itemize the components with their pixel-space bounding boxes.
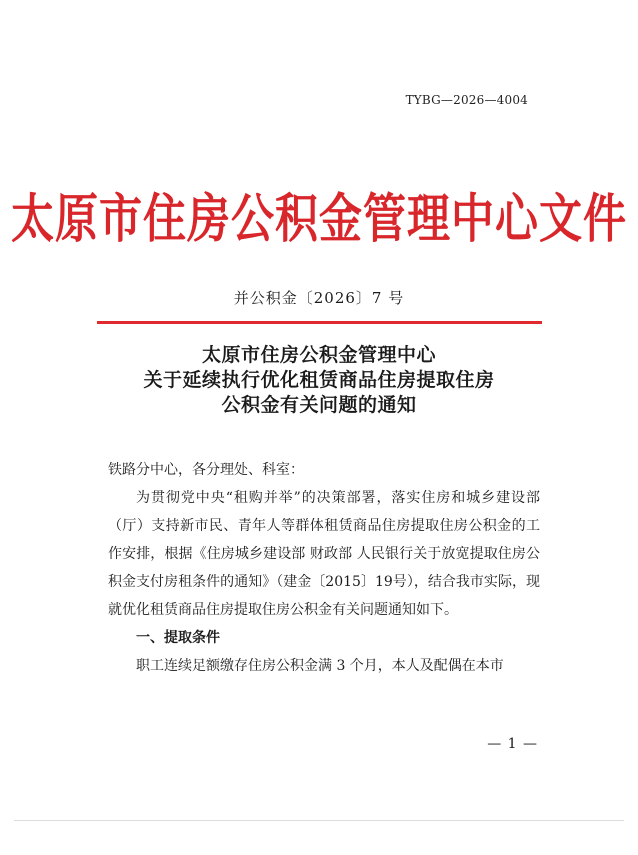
page-bottom-edge bbox=[14, 820, 624, 821]
notice-headline bbox=[0, 343, 638, 418]
headline-line-3: 公积金有关问题的通知 bbox=[221, 394, 417, 416]
red-divider bbox=[97, 321, 542, 324]
agency-title: 太原市住房公积金管理中心文件 bbox=[11, 188, 627, 250]
paragraph-intro: 为贯彻党中央“租购并举”的决策部署，落实住房和城乡建设部（厅）支持新市民、青年人等群体租赁商品住房提取住房公积金的工作安排，根据《住房城乡建设部 财政部 人民银行关于放宽提取住房公积金支付房租条件的通知》（建金〔2015〕19号），结合我市实际，现就优化租赁商品住房提取住房公积金有关问题通知如下。 bbox=[108, 490, 540, 618]
document-number: 并公积金〔2026〕7 号 bbox=[233, 289, 405, 307]
page-number: — 1 — bbox=[487, 736, 538, 752]
salutation: 铁路分中心，各分理处、科室： bbox=[108, 462, 304, 478]
document-code: TYBG—2026—4004 bbox=[405, 93, 528, 107]
headline-line-1: 太原市住房公积金管理中心 bbox=[201, 344, 436, 366]
headline-line-2: 关于延续执行优化租赁商品住房提取住房 bbox=[143, 369, 495, 391]
notice-body bbox=[108, 456, 540, 680]
section-heading-withdrawal-conditions: 一、提取条件 bbox=[136, 630, 220, 646]
paragraph-conditions: 职工连续足额缴存住房公积金满 3 个月，本人及配偶在本市 bbox=[136, 658, 504, 674]
